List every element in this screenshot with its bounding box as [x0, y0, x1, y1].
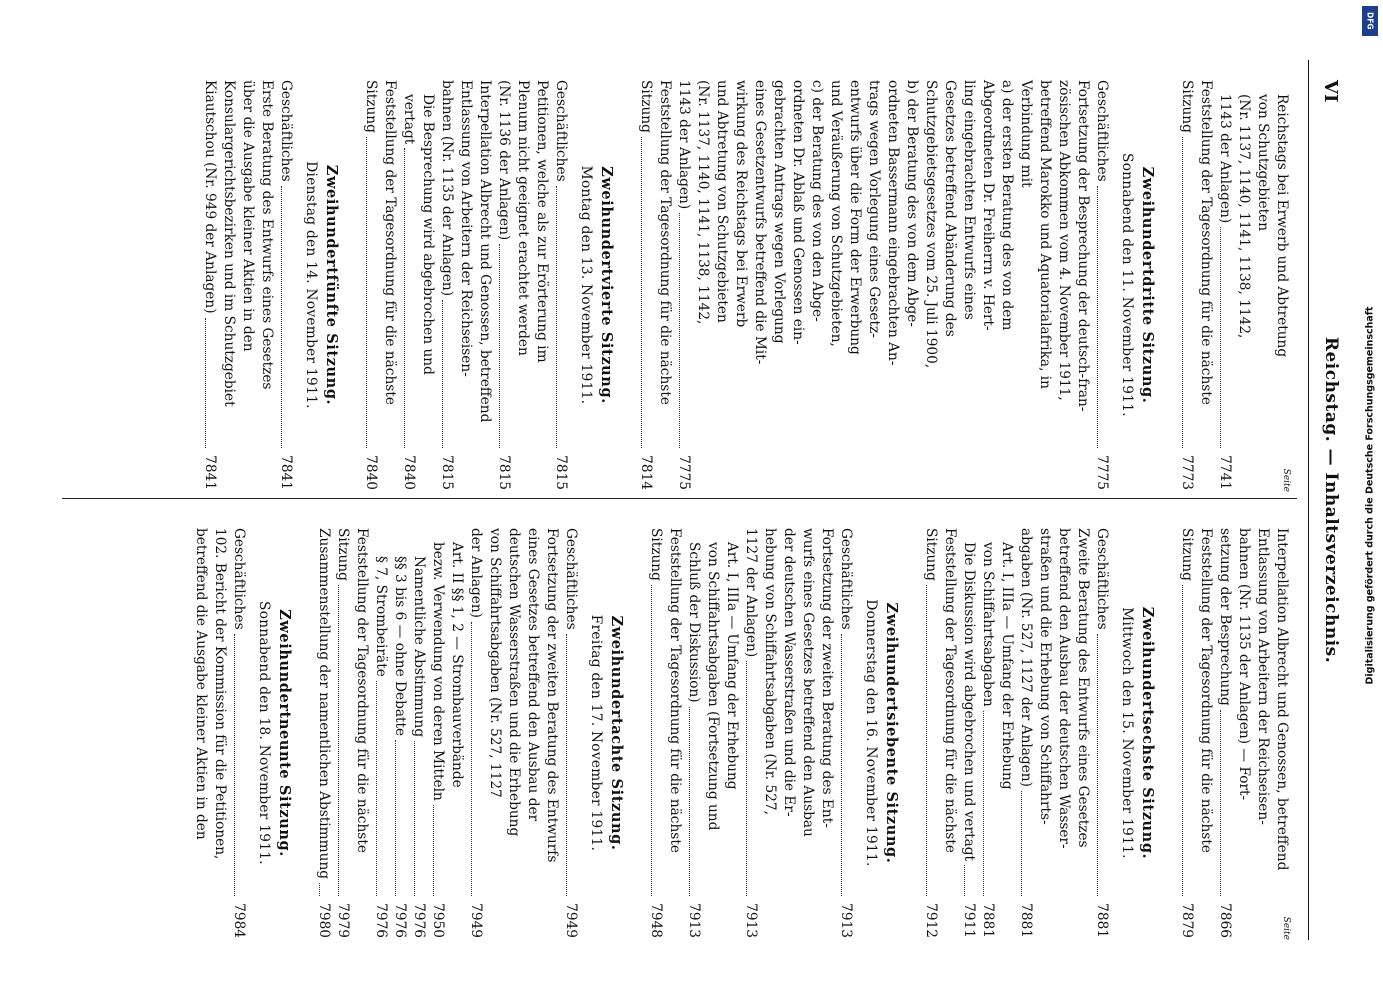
entry-line: Abgeordneten Dr. Freiherrn v. Hert-: [980, 80, 996, 331]
leader-dots: [1097, 634, 1098, 896]
leader-dots: [433, 805, 434, 896]
leader-dots: [471, 622, 472, 896]
entry-line: bahnen (Nr. 1135 der Anlagen) — Fort-: [1236, 528, 1252, 801]
page-ref: 7866: [1217, 903, 1233, 938]
page-ref: 7913: [743, 903, 759, 938]
leader-dots: [983, 711, 984, 896]
entry-line: bezw. Verwendung von deren Mitteln: [430, 542, 446, 801]
leader-dots: [746, 661, 747, 896]
entry-line: ling eingebrachten Entwurfs eines: [961, 80, 977, 320]
entry-line: Feststellung der Tagesordnung für die nächste: [667, 528, 683, 853]
entry-line: Art. II §§ 1, 2 — Strombauverbände: [449, 542, 465, 788]
page-ref: 7881: [1094, 903, 1110, 938]
entry-line: Fortsetzung der zweiten Beratung des Entwurfs: [544, 528, 560, 863]
page-ref: 7913: [686, 903, 702, 938]
toc-entry: [836, 528, 855, 938]
entry-line: Art. I, IIIa — Umfang der Erhebung: [724, 542, 740, 790]
leader-dots: [281, 186, 282, 448]
entry-line: b) der Beratung des von dem Abge-: [904, 80, 920, 328]
entry-line: Zusammenstellung der namentlichen Abstimmung: [316, 528, 332, 880]
page-ref: 7913: [838, 903, 854, 938]
page-ref: 7775: [676, 455, 692, 490]
right-column: [191, 528, 1291, 938]
entry-line: (Nr. 1137, 1140, 1141, 1138, 1142,: [1236, 94, 1252, 339]
entry-line: (Nr. 1137, 1140, 1141, 1138, 1142,: [695, 80, 711, 325]
entry-line: Geschäftliches: [231, 528, 247, 630]
running-title: Reichstag. — Inhaltsverzeichnis.: [1321, 336, 1341, 664]
leader-dots: [376, 681, 377, 896]
running-head: [1313, 0, 1343, 1000]
page-ref: 7911: [961, 903, 977, 938]
page-ref: 7950: [430, 903, 446, 938]
toc-entry: [390, 528, 409, 938]
entry-line: Schutzgebietsgesetzes vom 25. Juli 1900,: [923, 80, 939, 369]
entry-line: der deutschen Wasserstraßen und die Er-: [781, 528, 797, 817]
page-ref: 7815: [439, 455, 455, 490]
entry-line: Sitzung: [363, 80, 379, 133]
entry-line: vertagt: [401, 94, 417, 145]
entry-line: deutschen Wasserstraßen und die Erhebung: [506, 528, 522, 837]
page-ref: 7815: [496, 455, 512, 490]
page-ref: 7815: [553, 455, 569, 490]
entry-line: setzung der Besprechung: [1217, 528, 1233, 706]
entry-line: straßen und die Erhebung von Schiffahrts-: [1037, 528, 1053, 825]
toc-entry: [191, 528, 229, 938]
page-ref: 7840: [401, 455, 417, 490]
page-ref: 7840: [363, 455, 379, 490]
entry-line: über die Ausgabe kleiner Aktien in den: [240, 80, 256, 352]
entry-line: von Schutzgebieten: [1255, 94, 1271, 232]
entry-line: 1143 der Anlagen): [1217, 94, 1233, 224]
leader-dots: [499, 244, 500, 448]
entry-line: Interpellation Albrecht und Genossen, betreffend: [1274, 528, 1290, 871]
page-ref: 7949: [468, 903, 484, 938]
entry-line: wirkung des Reichstags bei Erwerb: [733, 80, 749, 328]
entry-line: Geschäftliches: [1094, 80, 1110, 182]
leader-dots: [414, 741, 415, 896]
leader-dots: [395, 740, 396, 896]
page-ref: 7912: [923, 903, 939, 938]
leader-dots: [689, 707, 690, 896]
entry-line: Sitzung: [1179, 528, 1195, 581]
entry-line: Zweite Beratung des Entwurfs eines Gesetzes: [1075, 528, 1091, 848]
entry-line: Fortsetzung der Besprechung der deutsch-fran-: [1075, 80, 1091, 412]
leader-dots: [442, 300, 443, 448]
toc-entry: [314, 528, 333, 938]
toc-entry: [684, 528, 741, 938]
entry-line: Feststellung der Tagesordnung für die nächste: [942, 528, 958, 853]
entry-line: (Nr. 1136 der Anlagen): [496, 80, 512, 241]
leader-dots: [964, 865, 965, 896]
entry-line: eines Gesetzentwurfs betreffend die Mit-: [752, 80, 768, 365]
session-date: Dienstag den 14. November 1911.: [303, 161, 319, 409]
leader-dots: [1220, 710, 1221, 896]
entry-line: c) der Beratung des von den Abge-: [809, 80, 825, 322]
entry-line: Schluß der Diskussion): [686, 542, 702, 703]
entry-line: §§ 3 bis 6 — ohne Debatte: [392, 556, 408, 737]
entry-line: 1127 der Anlagen): [743, 528, 759, 658]
seite-label: Seite: [1281, 916, 1291, 940]
toc-entry: [494, 80, 551, 490]
session-heading: Zweihundertneunte Sitzung.: [276, 609, 293, 857]
entry-line: Die Diskussion wird abgebrochen und vertagt: [961, 542, 977, 861]
entry-line: Sitzung: [923, 528, 939, 581]
entry-line: Art. I, IIIa — Umfang der Erhebung: [999, 542, 1015, 790]
entry-line: Die Besprechung wird abgebrochen und: [420, 94, 436, 375]
leader-dots: [926, 585, 927, 896]
entry-line: Geschäftliches: [278, 80, 294, 182]
toc-entry: [741, 528, 836, 938]
toc-entry: [978, 528, 1016, 938]
entry-line: Interpellation Albrecht und Genossen, betreffend: [477, 80, 493, 423]
page-ref: 7949: [563, 903, 579, 938]
leader-dots: [651, 585, 652, 896]
session-heading: Zweihundertvierte Sitzung.: [598, 166, 615, 404]
toc-entry: [921, 528, 959, 938]
toc-entry: [561, 528, 580, 938]
leader-dots: [1220, 227, 1221, 448]
page-ref: 7979: [335, 903, 351, 938]
page-ref: 7881: [1018, 903, 1034, 938]
entry-line: Sitzung: [638, 80, 654, 133]
leader-dots: [1097, 186, 1098, 448]
entry-line: wurfs eines Gesetzes betreffend den Ausbau: [800, 528, 816, 837]
entry-line: hebung von Schiffahrtsabgaben (Nr. 527,: [762, 528, 778, 815]
toc-entry: [409, 528, 428, 938]
session-heading: Zweihundertachte Sitzung.: [608, 615, 625, 851]
seite-label: Seite: [1281, 468, 1291, 492]
entry-line: Gesetzes betreffend Abänderung des: [942, 80, 958, 337]
entry-line: Entlassung von Arbeitern der Reichseisen-: [458, 80, 474, 377]
entry-line: zösischen Abkommen vom 4. November 1911,: [1056, 80, 1072, 401]
entry-line: von Schiffahrtsabgaben (Fortsetzung und: [705, 542, 721, 831]
entry-line: bahnen (Nr. 1135 der Anlagen): [439, 80, 455, 297]
entry-line: Namentliche Abstimmung: [411, 556, 427, 738]
toc-entry: [646, 528, 684, 938]
entry-line: Feststellung der Tagesordnung für die nächste: [657, 80, 673, 405]
toc-entry: [1215, 528, 1291, 938]
entry-line: Reichstags bei Erwerb und Abtretung: [1274, 94, 1290, 358]
page-ref: 7948: [648, 903, 664, 938]
leader-dots: [234, 634, 235, 896]
toc-entry: [371, 528, 390, 938]
leader-dots: [366, 137, 367, 448]
page-ref: 7976: [411, 903, 427, 938]
entry-line: Petitionen, welche als zur Erörterung im: [534, 80, 550, 363]
page-ref: 7980: [316, 903, 332, 938]
session-heading: Zweihundertsiebente Sitzung.: [883, 602, 900, 864]
leader-dots: [319, 883, 320, 896]
entry-line: der Anlagen): [468, 528, 484, 619]
left-column: [200, 80, 1291, 490]
leader-dots: [556, 186, 557, 448]
session-date: Sonnabend den 18. November 1911.: [256, 601, 272, 865]
toc-entry: [399, 80, 437, 490]
entry-line: 1143 der Anlagen): [676, 80, 692, 210]
entry-line: entwurfs über die Form der Erwerbung: [847, 80, 863, 355]
toc-entry: [276, 80, 295, 490]
entry-line: Sitzung: [335, 528, 351, 581]
session-heading: Zweihundertdritte Sitzung.: [1139, 166, 1156, 404]
page-number: VI: [1320, 80, 1341, 103]
toc-entry: [200, 80, 276, 490]
leader-dots: [566, 634, 567, 896]
entry-line: Feststellung der Tagesordnung für die nächste: [382, 80, 398, 405]
toc-entry: [551, 80, 570, 490]
entry-line: Konsulargerichtsbezirken und im Schutzgebiet: [221, 80, 237, 407]
entry-line: Entlassung von Arbeitern der Reichseisen-: [1255, 528, 1271, 825]
session-date: Mittwoch den 15. November 1911.: [1119, 607, 1135, 859]
toc-entry: [333, 528, 371, 938]
entry-line: Sitzung: [648, 528, 664, 581]
leader-dots: [641, 137, 642, 448]
page-ref: 7879: [1179, 903, 1195, 938]
entry-line: und Abtretung von Schutzgebieten: [714, 80, 730, 323]
entry-line: § 7, Strombeiräte: [373, 556, 389, 677]
entry-line: eines Gesetzes betreffend den Ausbau der: [525, 528, 541, 822]
toc-entry: [229, 528, 248, 938]
toc-entry: [1016, 528, 1092, 938]
session-heading: Zweihundertsechste Sitzung.: [1139, 606, 1156, 860]
entry-line: Verbindung mit: [1018, 80, 1034, 188]
toc-entry: [437, 80, 494, 490]
entry-line: und Veräußerung von Schutzgebieten,: [828, 80, 844, 347]
entry-line: Feststellung der Tagesordnung für die nächste: [1198, 528, 1214, 853]
page-ref: 7814: [638, 455, 654, 490]
toc-entry: [674, 80, 1092, 490]
leader-dots: [841, 634, 842, 896]
leader-dots: [1182, 137, 1183, 448]
session-date: Montag den 13. November 1911.: [578, 165, 594, 405]
entry-line: Geschäftliches: [1094, 528, 1110, 630]
entry-line: betreffend Marokko und Aquatorialafrika, in: [1037, 80, 1053, 389]
entry-line: Plenum nicht geeignet erachtet werden: [515, 80, 531, 356]
toc-entry: [1092, 80, 1111, 490]
page-ref: 7773: [1179, 455, 1195, 490]
entry-line: a) der ersten Beratung des von dem: [999, 80, 1015, 331]
page-ref: 7881: [980, 903, 996, 938]
page-ref: 7841: [202, 455, 218, 490]
toc-entry: [361, 80, 399, 490]
column-divider: [62, 498, 1297, 499]
toc-entry: [1092, 528, 1111, 938]
entry-line: Erste Beratung des Entwurfs eines Gesetzes: [259, 80, 275, 390]
toc-entry: [1177, 528, 1215, 938]
page-ref: 7976: [392, 903, 408, 938]
page-ref: 7976: [373, 903, 389, 938]
leader-dots: [1021, 791, 1022, 896]
page-ref: 7741: [1217, 455, 1233, 490]
entry-line: ordneten Dr. Ablaß und Genossen ein-: [790, 80, 806, 345]
entry-line: gebrachten Antrags wegen Vorlegung: [771, 80, 787, 344]
entry-line: Feststellung der Tagesordnung für die nächste: [1198, 80, 1214, 405]
leader-dots: [205, 318, 206, 448]
entry-line: von Schiffahrtsabgaben (Nr. 527, 1127: [487, 528, 503, 798]
entry-line: 102. Bericht der Kommission für die Petitionen,: [212, 528, 228, 860]
session-heading: Zweihundertfünfte Sitzung.: [323, 164, 340, 406]
page-ref: 7841: [278, 455, 294, 490]
leader-dots: [679, 213, 680, 448]
leader-dots: [338, 585, 339, 896]
entry-line: trags wegen Vorlegung eines Gesetz-: [866, 80, 882, 338]
entry-line: Geschäftliches: [553, 80, 569, 182]
page-ref: 7775: [1094, 455, 1110, 490]
header-rule: [1308, 60, 1309, 940]
entry-line: Sitzung: [1179, 80, 1195, 133]
toc-entry: [636, 80, 674, 490]
entry-line: betreffend die Ausgabe kleiner Aktien in den: [193, 528, 209, 840]
entry-line: ordneten Bassermann eingebrachten An-: [885, 80, 901, 366]
dfg-logo: DFG: [1362, 6, 1378, 36]
leader-dots: [404, 148, 405, 448]
entry-line: Geschäftliches: [563, 528, 579, 630]
session-date: Donnerstag den 16. November 1911.: [863, 599, 879, 867]
toc-entry: [1177, 80, 1215, 490]
toc-entry: [466, 528, 561, 938]
entry-line: abgaben (Nr. 527, 1127 der Anlagen): [1018, 528, 1034, 787]
entry-line: Feststellung der Tagesordnung für die nächste: [354, 528, 370, 853]
leader-dots: [1182, 585, 1183, 896]
session-date: Freitag den 17. November 1911.: [588, 614, 604, 852]
entry-line: betreffend den Ausbau der deutschen Wasser-: [1056, 528, 1072, 849]
toc-entry: [1215, 80, 1291, 490]
page-ref: 7984: [231, 903, 247, 938]
toc-entry: [959, 528, 978, 938]
entry-line: Geschäftliches: [838, 528, 854, 630]
entry-line: von Schiffahrtsabgaben: [980, 542, 996, 707]
session-date: Sonnabend den 11. November 1911.: [1119, 153, 1135, 417]
credit-text: Digitalisierung gefördert durch die Deutsche Forschungsgemeinschaft: [1364, 306, 1376, 685]
entry-line: Fortsetzung der zweiten Beratung des Ent-: [819, 528, 835, 828]
toc-entry: [428, 528, 466, 938]
credit-strip: [1360, 0, 1382, 1000]
entry-line: Kiautschou (Nr. 949 der Anlagen): [202, 80, 218, 314]
